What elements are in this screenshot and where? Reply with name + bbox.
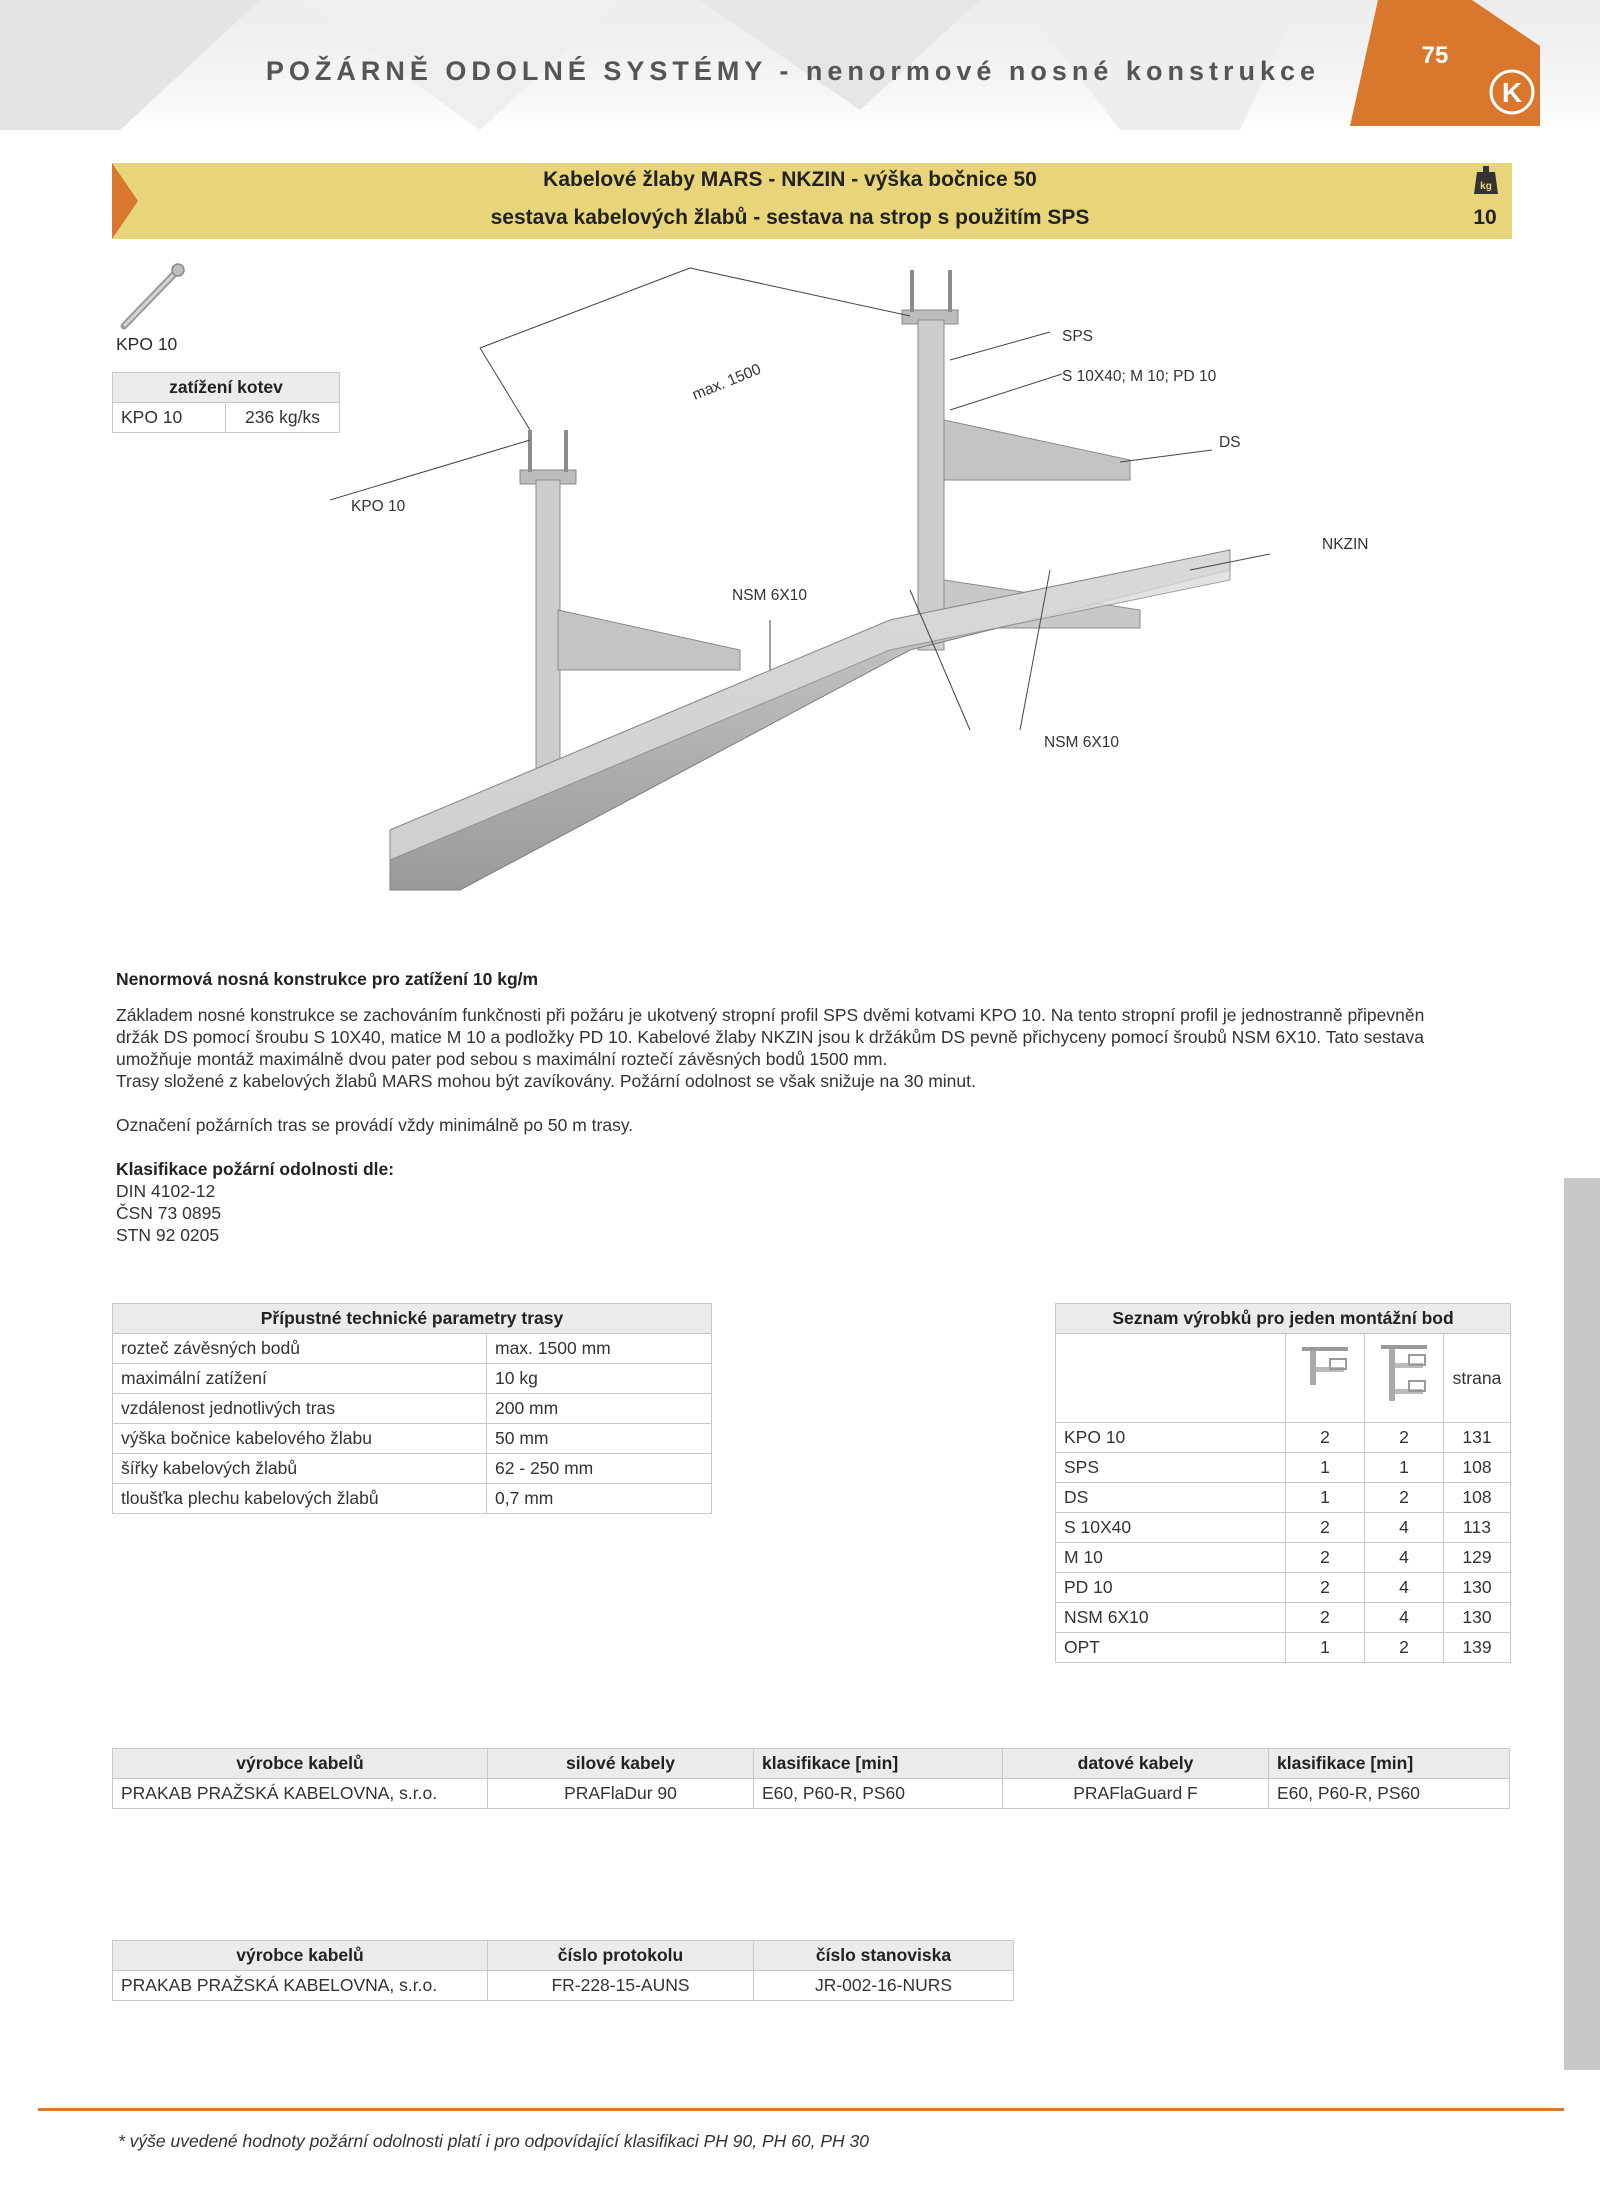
product-title-line2: sestava kabelových žlabů - sestava na strop s použitím SPS [490,206,1090,229]
table-cell: 130 [1444,1603,1511,1633]
table-row [113,1484,712,1514]
table-cell: 4 [1365,1603,1444,1633]
double-tier-icon [1379,1341,1429,1411]
table-cell: E60, P60-R, PS60 [754,1779,1003,1809]
description-line: držák DS pomocí šroubu S 10X40, matice M 10 a podložky PD 10. Kabelové žlaby NKZIN jsou k držákům DS pevně přichyceny pomocí šroubů NSM 6X10. Tato sestava [116,1027,1424,1047]
table-cell: 113 [1444,1513,1511,1543]
footer-divider [38,2108,1564,2111]
svg-text:kg: kg [1480,181,1492,192]
table-cell: vzdálenost jednotlivých tras [113,1394,487,1424]
protocol-table [112,1940,1014,2001]
table-cell: 0,7 mm [487,1484,712,1514]
table-cell: JR-002-16-NURS [754,1971,1014,2001]
table-cell [1286,1334,1365,1423]
table-cell: 1 [1286,1483,1365,1513]
page-header-title: POŽÁRNĚ ODOLNÉ SYSTÉMY - nenormové nosné konstrukce [265,56,1320,86]
footnote: * výše uvedené hodnoty požární odolnosti platí i pro odpovídající klasifikaci PH 90, PH 60, PH 30 [118,2131,869,2151]
table-row [113,1971,1014,2001]
weight-kg-icon [1474,166,1498,194]
table-cell: PD 10 [1056,1573,1286,1603]
table-header: silové kabely [488,1749,754,1779]
table-row [1056,1423,1511,1453]
table-cell: FR-228-15-AUNS [488,1971,754,2001]
table-cell: 200 mm [487,1394,712,1424]
table-cell [1365,1334,1444,1423]
description-line: Trasy složené z kabelových žlabů MARS mohou být zavíkovány. Požární odolnost se však snižuje na 30 minut. [116,1071,976,1091]
table-row [1056,1543,1511,1573]
icon-header-row [1056,1334,1511,1423]
standard-item: ČSN 73 0895 [116,1203,222,1223]
table-row [1056,1483,1511,1513]
table-cell: 1 [1286,1633,1365,1663]
k-circle-logo-icon: K [1501,77,1523,108]
table-cell: DS [1056,1483,1286,1513]
table-row [1056,1603,1511,1633]
table-cell: 236 kg/ks [226,403,340,433]
table-header: klasifikace [min] [1269,1749,1510,1779]
leader-sps [950,332,1050,360]
table-cell: 2 [1365,1483,1444,1513]
label-nsm-top: NSM 6X10 [732,587,807,604]
table-row [113,1779,1510,1809]
label-kpo: KPO 10 [351,498,406,515]
table-header: výrobce kabelů [113,1749,488,1779]
label-sps: SPS [1062,328,1094,345]
table-row [1056,1453,1511,1483]
anchor-bolt-image [118,260,190,332]
ds-bracket-lower-left [558,610,740,670]
label-nkzin: NKZIN [1322,536,1369,553]
description-paragraph: Označení požárních tras se provádí vždy minimálně po 50 m trasy. [116,1115,634,1135]
table-cell: PRAKAB PRAŽSKÁ KABELOVNA, s.r.o. [113,1779,488,1809]
table-header: klasifikace [min] [754,1749,1003,1779]
section-title: Nenormová nosná konstrukce pro zatížení 10 kg/m [116,969,539,989]
leader-max [480,268,690,348]
table-cell: 4 [1365,1543,1444,1573]
side-tab-bar [1564,1178,1600,2070]
table-cell: 1 [1286,1453,1365,1483]
label-max-span: max. 1500 [690,360,764,404]
table-header: výrobce kabelů [113,1941,488,1971]
table-cell: 139 [1444,1633,1511,1663]
leader-max-r [690,268,910,316]
table-cell [1056,1334,1286,1423]
single-tier-icon [1300,1341,1350,1411]
description-line: Základem nosné konstrukce se zachováním funkčnosti při požáru je ukotvený stropní profil SPS dvěmi kotvami KPO 10. Na tento stropní profil je jednostranně připevněn [116,1005,1425,1025]
description-line: umožňuje montáž maximálně dvou pater pod sebou s maximální roztečí závěsných bodů 1500 mm. [116,1049,888,1069]
table-cell: 130 [1444,1573,1511,1603]
leader-max-l [480,348,530,430]
table-header: zatížení kotev [113,373,340,403]
ds-bracket-upper-right [944,420,1130,480]
table-cell: 2 [1365,1633,1444,1663]
table-row [113,1394,712,1424]
table-cell: 4 [1365,1573,1444,1603]
technical-parameters-table [112,1303,712,1514]
anchor-load-table [112,372,340,433]
table-cell: 1 [1365,1453,1444,1483]
table-cell: E60, P60-R, PS60 [1269,1779,1510,1809]
table-row [1056,1573,1511,1603]
leader-screw [950,374,1062,410]
table-cell: šířky kabelových žlabů [113,1454,487,1484]
page-column-header: strana [1444,1334,1511,1423]
bar-arrow-icon [112,163,138,239]
table-cell: max. 1500 mm [487,1334,712,1364]
table-cell: PRAFlaGuard F [1003,1779,1269,1809]
label-screw-set: S 10X40; M 10; PD 10 [1062,368,1217,385]
table-cell: 2 [1286,1513,1365,1543]
table-cell: OPT [1056,1633,1286,1663]
table-row [113,1334,712,1364]
table-cell: PRAFlaDur 90 [488,1779,754,1809]
table-header: číslo stanoviska [754,1941,1014,1971]
table-cell: NSM 6X10 [1056,1603,1286,1633]
classification-title: Klasifikace požární odolnosti dle: [116,1159,395,1179]
table-cell: výška bočnice kabelového žlabu [113,1424,487,1454]
table-cell: KPO 10 [113,403,226,433]
table-cell: 2 [1286,1603,1365,1633]
table-cell: 2 [1286,1573,1365,1603]
table-cell: 2 [1286,1543,1365,1573]
table-row [113,403,340,433]
table-cell: tloušťka plechu kabelových žlabů [113,1484,487,1514]
standard-item: DIN 4102-12 [116,1181,216,1201]
table-cell: 62 - 250 mm [487,1454,712,1484]
table-cell: maximální zatížení [113,1364,487,1394]
page-number: 75 [1421,42,1449,69]
table-cell: 2 [1286,1423,1365,1453]
parts-list-table [1055,1303,1511,1663]
table-header: číslo protokolu [488,1941,754,1971]
table-cell: 2 [1365,1423,1444,1453]
table-row [113,1364,712,1394]
table-row [113,1454,712,1484]
table-cell: S 10X40 [1056,1513,1286,1543]
table-cell: rozteč závěsných bodů [113,1334,487,1364]
table-header: datové kabely [1003,1749,1269,1779]
table-row [1056,1633,1511,1663]
cable-classification-table [112,1748,1510,1809]
table-header: Přípustné technické parametry trasy [113,1304,712,1334]
table-header: Seznam výrobků pro jeden montážní bod [1056,1304,1511,1334]
leader-ds [1120,450,1212,462]
table-cell: 108 [1444,1483,1511,1513]
table-cell: PRAKAB PRAŽSKÁ KABELOVNA, s.r.o. [113,1971,488,2001]
table-cell: 108 [1444,1453,1511,1483]
weight-value: 10 [1473,206,1497,229]
sps-ceiling-profile-left [520,430,576,780]
table-row [113,1424,712,1454]
table-cell: 131 [1444,1423,1511,1453]
table-cell: 50 mm [487,1424,712,1454]
product-title-line1: Kabelové žlaby MARS - NKZIN - výška bočnice 50 [543,168,1037,191]
table-cell: SPS [1056,1453,1286,1483]
label-nsm-bottom: NSM 6X10 [1044,734,1119,751]
anchor-image-label: KPO 10 [116,334,178,354]
table-cell: 4 [1365,1513,1444,1543]
table-row [1056,1513,1511,1543]
table-cell: KPO 10 [1056,1423,1286,1453]
label-ds: DS [1219,434,1241,451]
table-cell: 10 kg [487,1364,712,1394]
standard-item: STN 92 0205 [116,1225,220,1245]
table-cell: M 10 [1056,1543,1286,1573]
table-cell: 129 [1444,1543,1511,1573]
